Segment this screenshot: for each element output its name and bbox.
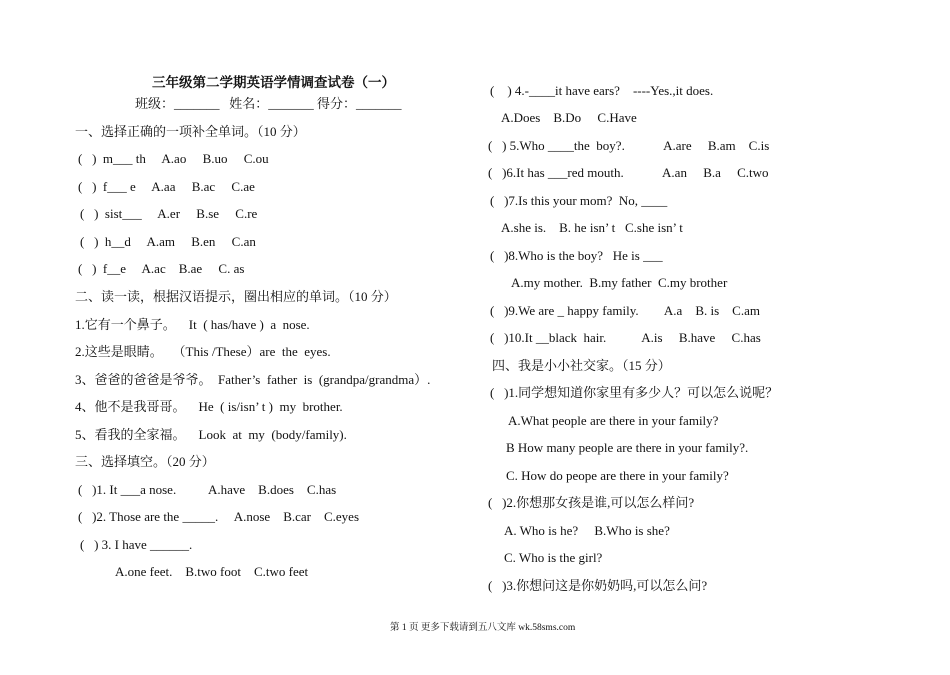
question-line: ( ) 5.Who ____the boy?. A.are B.am C.is: [488, 138, 770, 153]
section-3-heading: 三、选择填空。（20 分）: [75, 454, 215, 469]
question-line: ( ) 4.-____it have ears? ----Yes.,it does.: [490, 83, 714, 98]
question-line: ( )3.你想问这是你奶奶吗,可以怎么问?: [488, 578, 708, 593]
question-line: 5、看我的全家福。 Look at my (body/family).: [75, 427, 347, 442]
question-line: ( )10.It __black hair. A.is B.have C.has: [490, 330, 761, 345]
question-line: ( )1. It ___a nose. A.have B.does C.has: [78, 482, 337, 497]
question-line: ( )1.同学想知道你家里有多少人？可以怎么说呢？: [490, 385, 779, 400]
question-line: ( ) f__e A.ac B.ae C. as: [78, 261, 245, 276]
question-line: ( ) m___ th A.ao B.uo C.ou: [78, 151, 269, 166]
question-line: ( ) sist___ A.er B.se C.re: [80, 206, 258, 221]
question-line: ( )8.Who is the boy? He is ___: [490, 248, 663, 263]
question-line: ( )2. Those are the _____. A.nose B.car C.eyes: [78, 509, 360, 524]
question-line: ( )7.Is this your mom? No, ____: [490, 193, 668, 208]
question-line: ( ) f___ e A.aa B.ac C.ae: [78, 179, 255, 194]
question-line: ( ) h__d A.am B.en C.an: [80, 234, 256, 249]
section-4-heading: 四、我是小小社交家。（15 分）: [492, 358, 671, 373]
answer-option: C. How do peope are there in your family?: [506, 468, 729, 483]
student-info-line: 班级：_______ 姓名：_______ 得分：_______: [135, 96, 402, 111]
answer-option: C. Who is the girl?: [504, 550, 603, 565]
page-title: 三年级第二学期英语学情调查试卷（一）: [152, 75, 395, 90]
page-footer: 第 1 页 更多下载请到五八文库 wk.58sms.com: [390, 623, 576, 633]
question-line: 3、爸爸的爸爸是爷爷。 Father’s father is (grandpa/grandma）.: [75, 372, 431, 387]
answer-options: A.Does B.Do C.Have: [501, 110, 637, 125]
section-1-heading: 一、选择正确的一项补全单词。（10 分）: [75, 124, 306, 139]
question-line: 2.这些是眼睛。 （This /These）are the eyes.: [75, 344, 331, 359]
answer-option: B How many people are there in your family?.: [506, 440, 749, 455]
question-line: ( )2.你想那女孩是谁,可以怎么样问?: [488, 495, 695, 510]
question-line: ( )9.We are _ happy family. A.a B. is C.am: [490, 303, 760, 318]
answer-options: A. Who is he? B.Who is she?: [504, 523, 670, 538]
answer-options: A.my mother. B.my father C.my brother: [511, 275, 728, 290]
question-line: ( ) 3. I have ______.: [80, 537, 193, 552]
question-line: ( )6.It has ___red mouth. A.an B.a C.two: [488, 165, 769, 180]
answer-options: A.one feet. B.two foot C.two feet: [115, 564, 309, 579]
answer-option: A.What people are there in your family?: [508, 413, 719, 428]
section-2-heading: 二、读一读，根据汉语提示，圈出相应的单词。（10 分）: [75, 289, 397, 304]
question-line: 4、他不是我哥哥。 He ( is/isn’ t ) my brother.: [75, 399, 343, 414]
answer-options: A.she is. B. he isn’ t C.she isn’ t: [501, 220, 683, 235]
question-line: 1.它有一个鼻子。 It ( has/have ) a nose.: [75, 317, 310, 332]
